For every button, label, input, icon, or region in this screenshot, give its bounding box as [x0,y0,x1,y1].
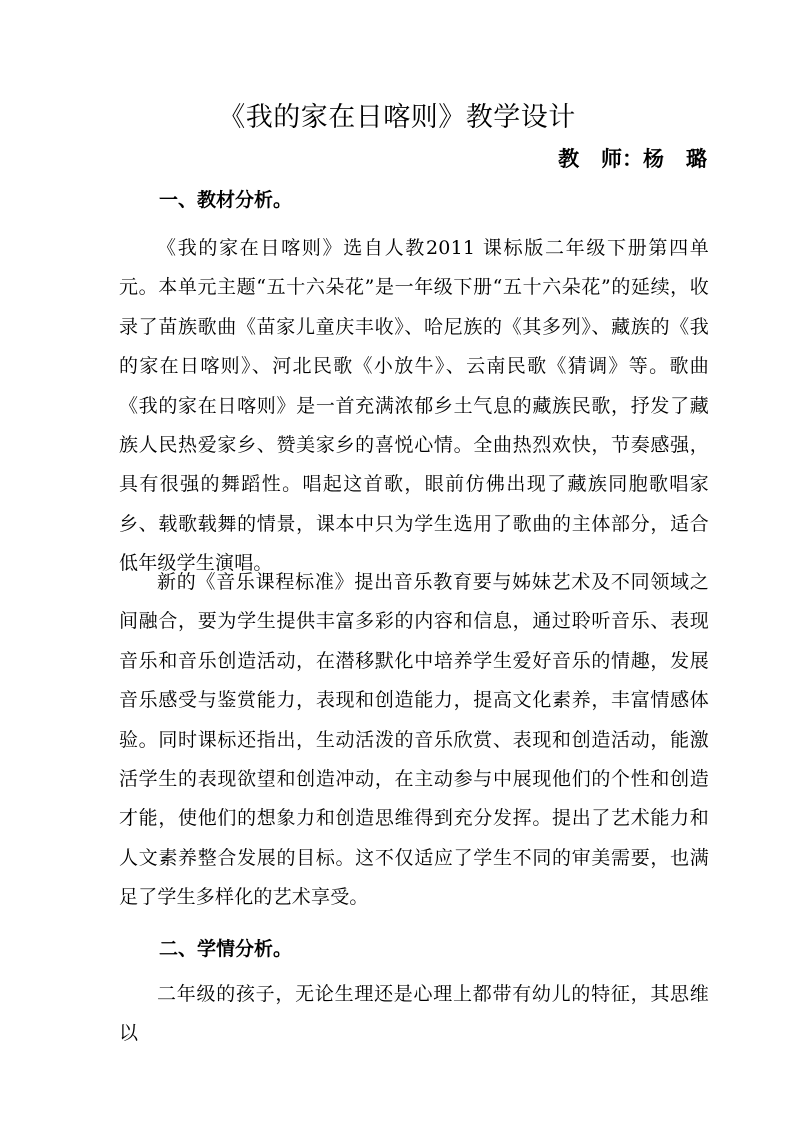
document-title: 《我的家在日喀则》教学设计 [218,102,576,133]
section-heading-student-analysis: 二、学情分析。 [159,938,293,960]
section-heading-textbook-analysis: 一、教材分析。 [159,189,293,211]
paragraph: 新的《音乐课程标准》提出音乐教育要与姊妹艺术及不同领域之间融合，要为学生提供丰富多彩的内容和信息，通过聆听音乐、表现音乐和音乐创造活动，在潜移默化中培养学生爱好音乐的情趣，发展音乐感受与鉴赏能力，表现和创造能力，提高文化素养，丰富情感体验。同时课标还指出，生动活泼的音乐欣赏、表现和创造活动，能激活学生的表现欲望和创造冲动，在主动参与中展现他们的个性和创造才能，使他们的想象力和创造思维得到充分发挥。提出了艺术能力和人文素养整合发展的目标。这不仅适应了学生不同的审美需要，也满足了学生多样化的艺术享受。 [119,571,709,909]
paragraph: 二年级的孩子，无论生理还是心理上都带有幼儿的特征，其思维以 [119,983,709,1045]
paragraph: 《我的家在日喀则》选自人教2011 课标版二年级下册第四单元。本单元主题“五十六朵花”是一年级下册“五十六朵花”的延续，收录了苗族歌曲《苗家儿童庆丰收》、哈尼族的《其多列》、藏族的《我的家在日喀则》、河北民歌《小放牛》、云南民歌《猜调》等。歌曲《我的家在日喀则》是一首充满浓郁乡土气息的藏族民歌，抒发了藏族人民热爱家乡、赞美家乡的喜悦心情。全曲热烈欢快，节奏感强，具有很强的舞蹈性。唱起这首歌，眼前仿佛出现了藏族同胞歌唱家乡、载歌载舞的情景，课本中只为学生选用了歌曲的主体部分，适合低年级学生演唱。 [119,237,709,575]
teacher-line: 教 师：杨 璐 [558,147,707,171]
